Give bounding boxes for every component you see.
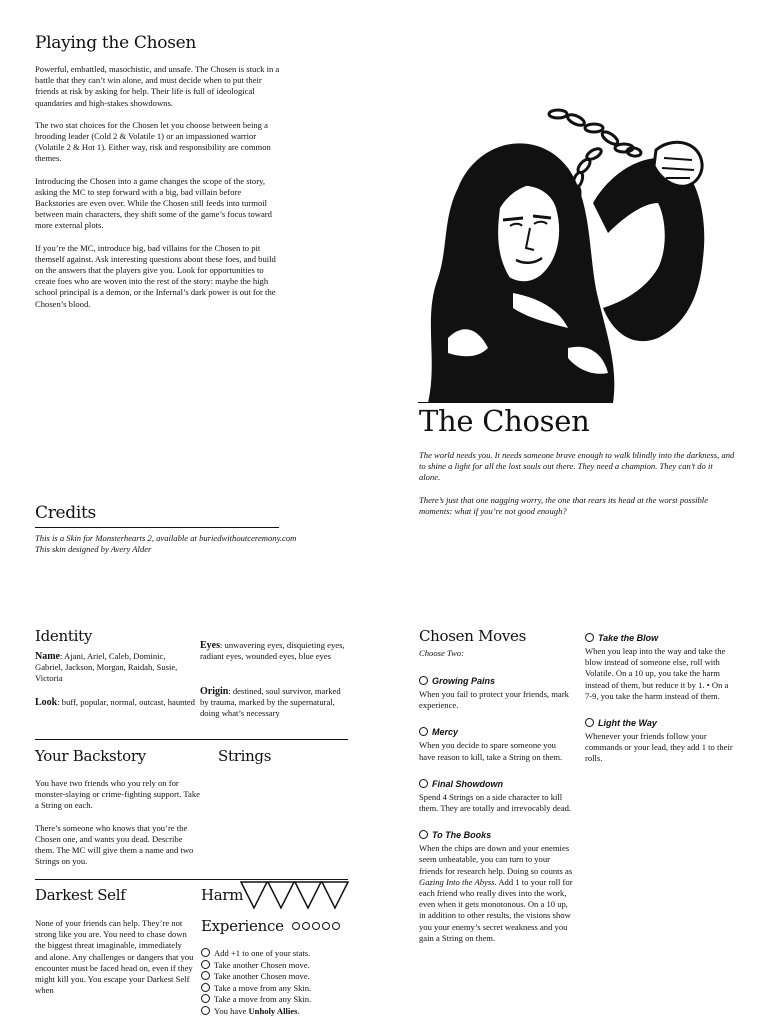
advances-list — [201, 948, 351, 1018]
moves-right-column — [585, 628, 735, 765]
playing-title: Playing the Chosen — [35, 33, 197, 53]
advance-text: Take a move from any Skin. — [214, 982, 312, 993]
experience-label: Experience — [201, 917, 284, 935]
advance-checkbox[interactable] — [201, 994, 210, 1003]
advance-item[interactable] — [201, 1006, 351, 1018]
moves-subtitle: Choose Two: — [419, 648, 464, 658]
advance-item[interactable] — [201, 948, 351, 960]
advance-item[interactable] — [201, 994, 351, 1006]
move-checkbox[interactable] — [419, 830, 428, 839]
advance-text: Take a move from any Skin. — [214, 994, 312, 1005]
darkest-body — [35, 918, 195, 996]
harm-box[interactable] — [295, 882, 321, 908]
advance-bold: Unholy Allies — [248, 1005, 298, 1016]
chosen-intro-paragraph: There’s just that one nagging worry, the one that rears its head at the worst possible moments: what if you’re not good enough? — [419, 494, 709, 516]
move-growing-pains — [419, 671, 574, 711]
advance-item[interactable] — [201, 983, 351, 995]
move-text-part: When the chips are down and your enemies seem unbeatable, you can turn to your friends for research help. Doing so counts as — [419, 843, 573, 876]
harm-track — [240, 880, 350, 910]
look-values: : buff, popular, normal, outcast, haunted — [57, 697, 195, 707]
move-text: When you decide to spare someone you have reason to kill, take a String on them. — [419, 740, 563, 762]
xp-box[interactable] — [322, 922, 330, 930]
move-checkbox[interactable] — [585, 633, 594, 642]
xp-box[interactable] — [302, 922, 310, 930]
advance-text: You have — [214, 1005, 249, 1016]
chosen-title: The Chosen — [419, 404, 590, 438]
identity-name — [35, 651, 195, 685]
identity-look — [35, 697, 195, 708]
advance-item[interactable] — [201, 971, 351, 983]
identity-rule — [35, 739, 348, 740]
credits-line: This is a Skin for Monsterhearts 2, available at buriedwithoutceremony.com — [35, 533, 297, 543]
chosen-intro — [419, 450, 735, 528]
experience-boxes — [292, 917, 342, 935]
credits-body — [35, 533, 375, 555]
backstory-title: Your Backstory — [35, 747, 146, 765]
advance-item[interactable] — [201, 960, 351, 972]
advance-checkbox[interactable] — [201, 971, 210, 980]
xp-box[interactable] — [292, 922, 300, 930]
backstory-body — [35, 778, 200, 878]
origin-label: Origin — [200, 686, 229, 697]
move-text-italic: Gazing Into the Abyss — [419, 876, 495, 887]
move-text: When you fail to protect your friends, mark experience. — [419, 689, 569, 711]
move-text — [419, 843, 574, 944]
move-name: Take the Blow — [598, 633, 659, 643]
advance-text: Take another Chosen move. — [214, 971, 310, 982]
move-checkbox[interactable] — [419, 676, 428, 685]
backstory-paragraph: You have two friends who you rely on for monster-slaying or crime-fighting support. Take a String on each. — [35, 778, 200, 811]
move-take-the-blow — [585, 628, 735, 702]
identity-title: Identity — [35, 627, 92, 645]
experience-title — [201, 917, 342, 935]
chosen-illustration — [418, 108, 730, 403]
move-text: Whenever your friends follow your commands or your lead, they add 1 to their rolls. — [585, 731, 733, 764]
advance-checkbox[interactable] — [201, 983, 210, 992]
playing-body — [35, 64, 283, 321]
look-label: Look — [35, 697, 58, 708]
advance-text: Add +1 to one of your stats. — [214, 948, 311, 958]
chosen-intro-paragraph: The world needs you. It needs someone brave enough to walk blindly into the darkness, and to shine a light for all the lost souls out there. They need a champion. They can’t do it alone. — [419, 450, 735, 483]
identity-origin — [200, 686, 345, 720]
xp-box[interactable] — [332, 922, 340, 930]
strings-area[interactable] — [205, 778, 348, 873]
move-name: Mercy — [432, 727, 459, 738]
harm-title: Harm — [201, 886, 244, 904]
move-name: Growing Pains — [432, 676, 496, 686]
credits-title: Credits — [35, 503, 96, 523]
name-label: Name — [35, 651, 60, 662]
harm-box[interactable] — [241, 882, 267, 908]
eyes-values: : unwavering eyes, disquieting eyes, radiant eyes, wounded eyes, blue eyes — [200, 640, 345, 662]
advance-checkbox[interactable] — [201, 960, 210, 969]
playing-paragraph: Powerful, embattled, masochistic, and unsafe. The Chosen is stuck in a battle that they can’t win alone, and must decide when to put their friends at risk by asking for help. Their life is full of ideological quandaries and high-stakes showdowns. — [35, 64, 280, 108]
strings-title: Strings — [218, 747, 272, 765]
move-checkbox[interactable] — [419, 727, 428, 736]
move-name: Final Showdown — [432, 778, 503, 789]
xp-box[interactable] — [312, 922, 320, 930]
playing-paragraph: If you’re the MC, introduce big, bad villains for the Chosen to pit themself against. Ask interesting questions about these foes, and build on the answers that the players give you. Look for opportunities to create foes who are woven into the rest of the story: maybe the high school principal is a demon, or the Infernal’s dark power is out for the Chosen’s blood. — [35, 242, 276, 309]
advance-checkbox[interactable] — [201, 1006, 210, 1015]
move-to-the-books — [419, 825, 574, 944]
credits-line: This skin designed by Avery Alder — [35, 544, 152, 555]
darkest-text: None of your friends can help. They’re not strong like you are. You need to chase down the biggest threat imaginable, immediately and alone. Any challenges or dangers that you encounter must be faced head on, even if they might kill you. You escape your Darkest Self when — [35, 918, 194, 996]
eyes-label: Eyes — [200, 640, 220, 651]
advance-checkbox[interactable] — [201, 948, 210, 957]
move-name: To The Books — [432, 830, 492, 841]
harm-box[interactable] — [322, 882, 348, 908]
move-checkbox[interactable] — [585, 718, 594, 727]
move-text-part: . Add 1 to your roll for each friend who really dives into the work, even when it gets monotonous. On a 10 up, in addition to other results, the visions show you your enemy’s secret weakness and you gain a String on them. — [419, 876, 573, 943]
identity-eyes — [200, 640, 345, 662]
backstory-paragraph: There’s someone who knows that you’re the Chosen one, and wants you dead. Describe them. The MC will give them a name and two Strings on you. — [35, 822, 194, 867]
move-text: When you leap into the way and take the blow instead of someone else, roll with Volatile. On a 10 up, you take the harm instead of them, but reduce it by 1. • On a 7-9, you take the harm instead of them. — [585, 646, 729, 701]
move-final-showdown — [419, 774, 574, 814]
move-text: Spend 4 Strings on a side character to kill them. They are totally and irrevocably dead. — [419, 791, 572, 814]
name-values: : Ajani, Ariel, Caleb, Dominic, Gabriel, Jackson, Morgan, Raidah, Susie, Victoria — [35, 651, 178, 684]
moves-title: Chosen Moves — [419, 627, 527, 645]
move-mercy — [419, 722, 574, 762]
darkest-title: Darkest Self — [35, 886, 126, 904]
playing-paragraph: Introducing the Chosen into a game changes the scope of the story, asking the MC to step forward with a big, bad villain before Backstories are even over. While the Chosen still feeds into turmoil between main characters, they shift some of the game’s focus toward more external plots. — [35, 175, 272, 231]
illustration-underline — [418, 402, 523, 403]
advance-after: . — [297, 1005, 300, 1016]
move-name: Light the Way — [598, 718, 657, 729]
harm-box[interactable] — [268, 882, 294, 908]
advance-text: Take another Chosen move. — [214, 959, 310, 970]
move-light-the-way — [585, 713, 735, 765]
moves-left-column — [419, 671, 574, 944]
move-checkbox[interactable] — [419, 779, 428, 788]
origin-values: : destined, soul survivor, marked by trauma, marked by the supernatural, doing what’s necessary — [200, 686, 341, 719]
credits-rule — [35, 527, 279, 528]
playing-paragraph: The two stat choices for the Chosen let you choose between being a brooding leader (Cold 2 & Volatile 1) or an impassioned warrior (Volatile 2 & Hot 1). Either way, risk and responsibility are common themes. — [35, 119, 271, 164]
